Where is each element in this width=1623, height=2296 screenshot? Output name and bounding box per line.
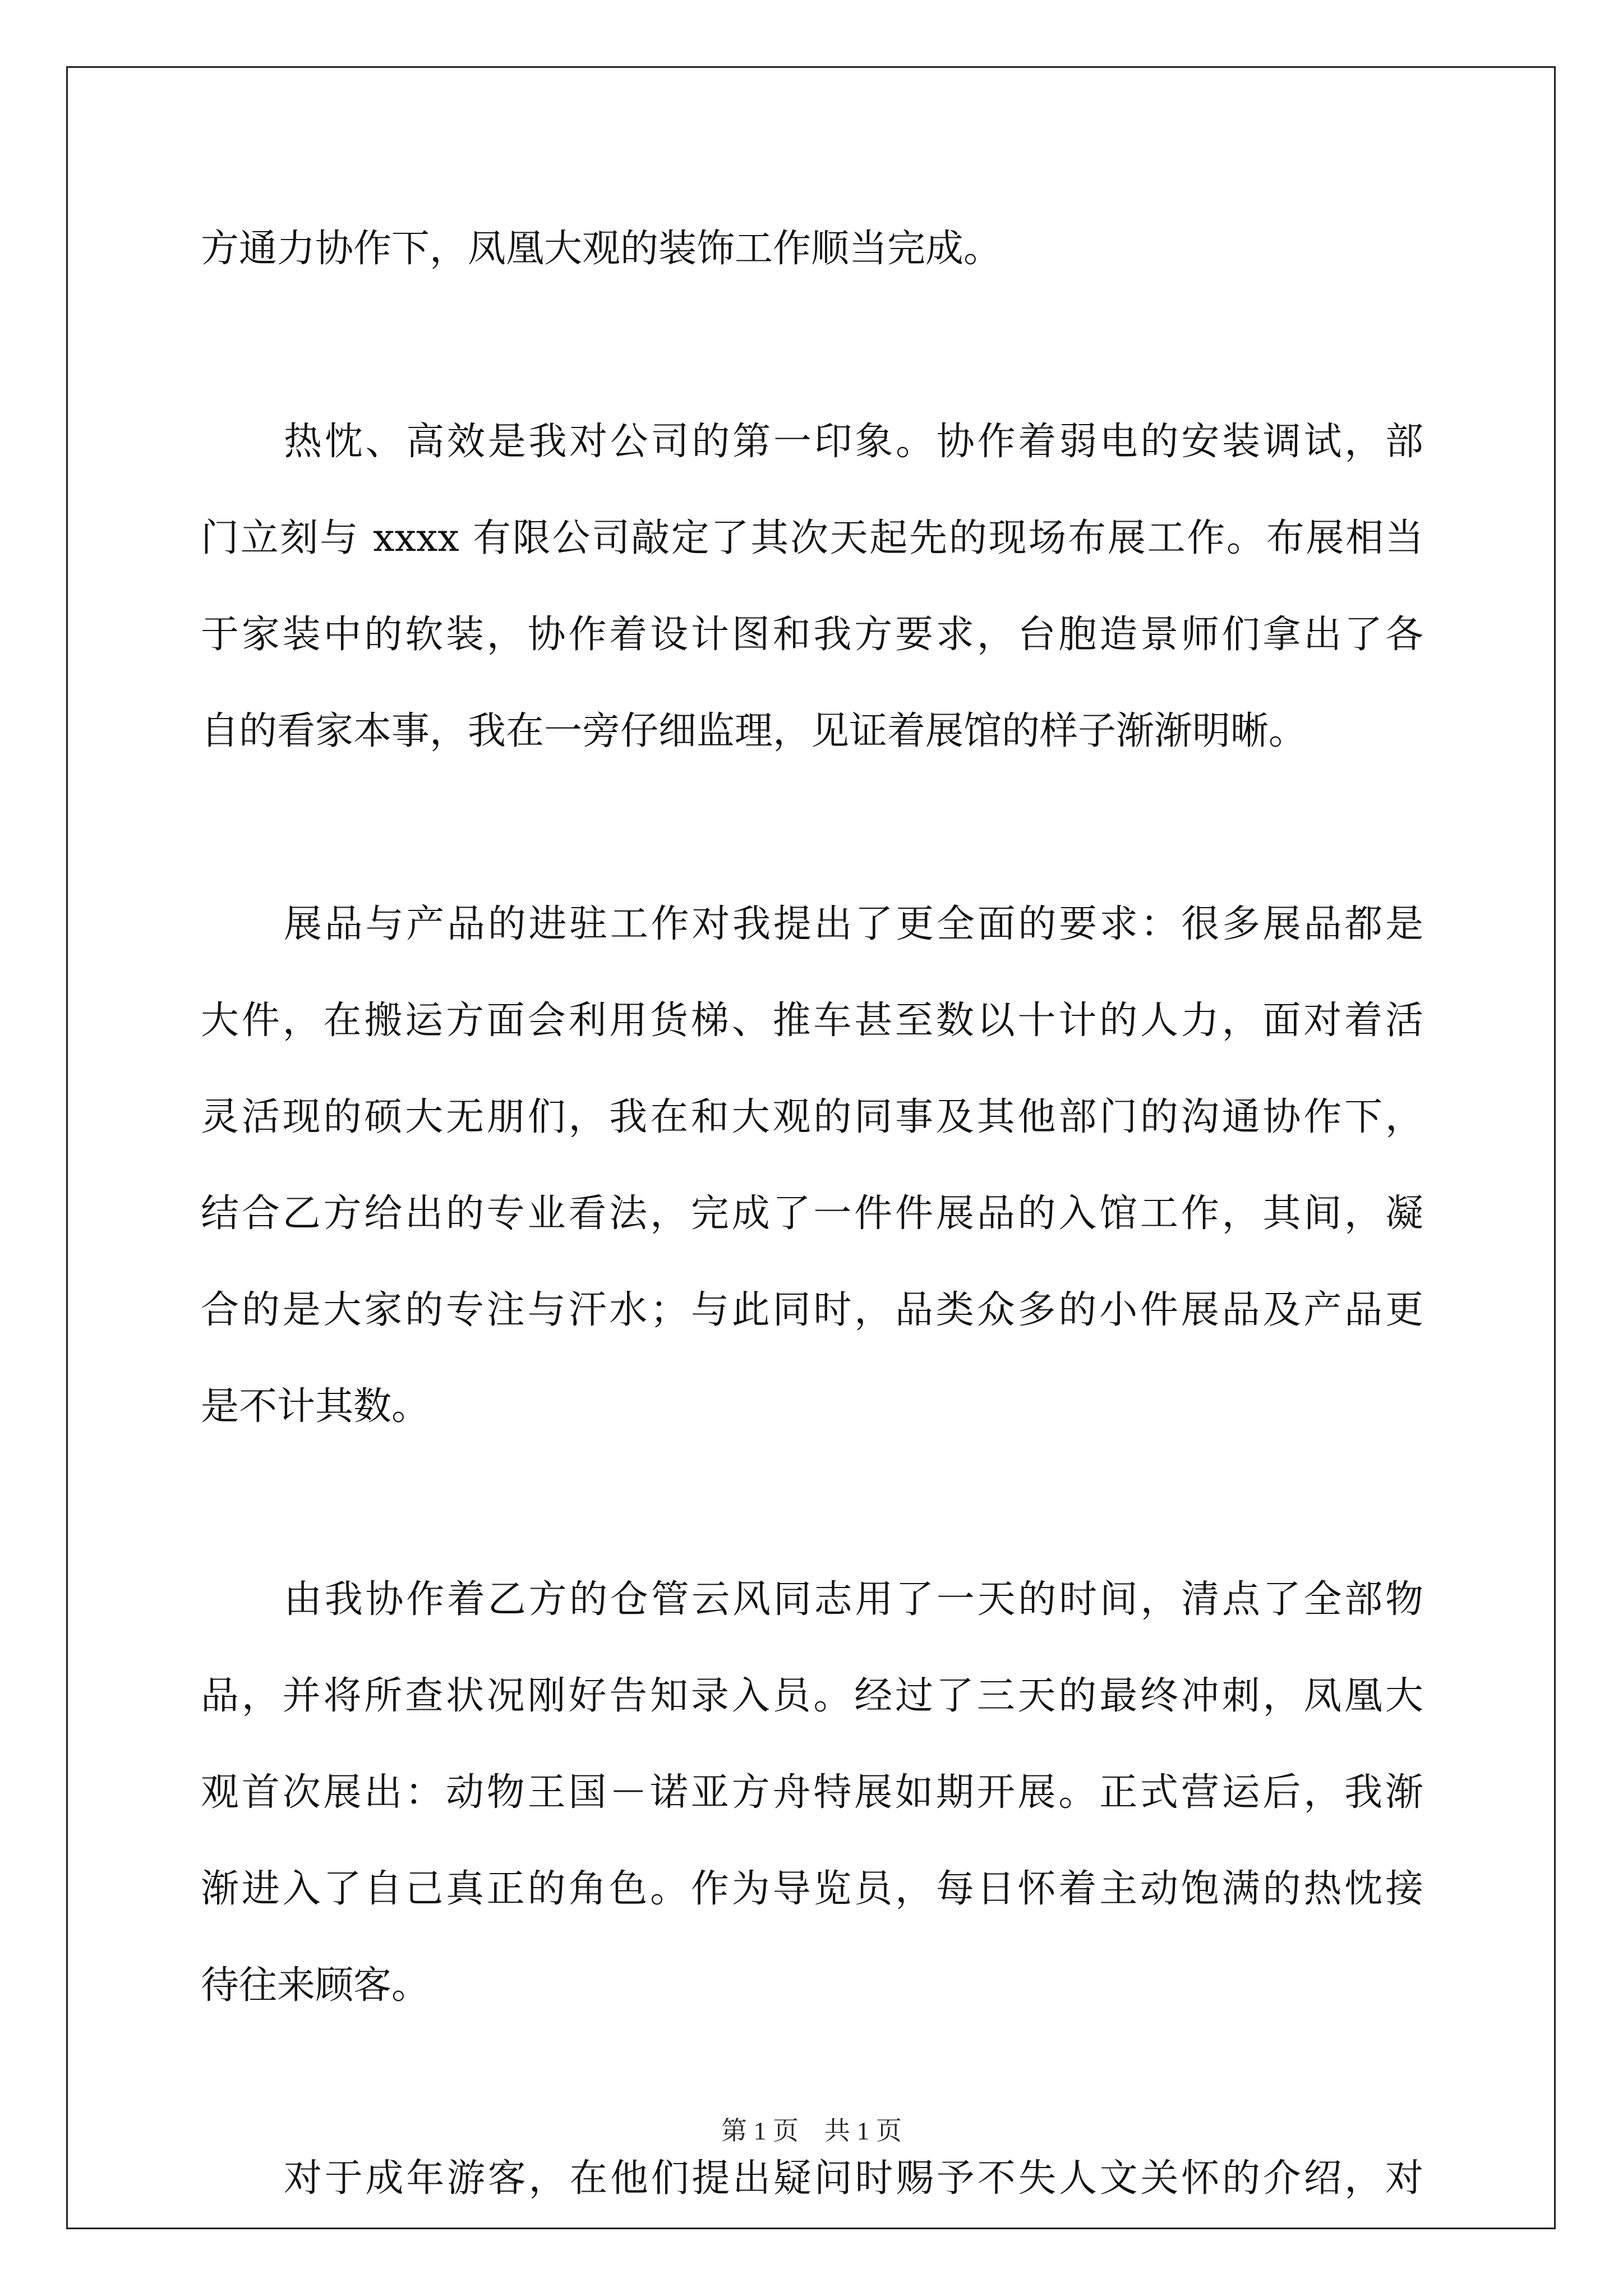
text-line: 待往来顾客。 [201, 1963, 430, 2008]
paragraph [201, 876, 1423, 1455]
document-body [201, 201, 1423, 2227]
text-line: 热忱、高效是我对公司的第一印象。协作着弱电的安装调试，部 [284, 420, 1423, 464]
text-line: 方通力协作下，凤凰大观的装饰工作顺当完成。 [201, 227, 1002, 271]
page-number-footer: 第 1 页 共 1 页 [721, 2116, 902, 2145]
paragraph-gap [201, 780, 1423, 876]
text-line: 结合乙方给出的专业看法，完成了一件件展品的入馆工作，其间，凝 [201, 1191, 1423, 1236]
text-line: 由我协作着乙方的仓管云风同志用了一天的时间，清点了全部物 [284, 1577, 1423, 1622]
paragraph-gap [201, 297, 1423, 394]
paragraph [201, 201, 1423, 297]
text-line: 是不计其数。 [201, 1384, 430, 1429]
paragraph-gap [201, 1455, 1423, 1552]
text-line: 门立刻与 xxxx 有限公司敲定了其次天起先的现场布展工作。布展相当 [201, 516, 1423, 560]
text-line: 展品与产品的进驻工作对我提出了更全面的要求：很多展品都是 [284, 902, 1423, 946]
text-line: 合的是大家的专注与汗水；与此同时，品类众多的小件展品及产品更 [201, 1288, 1423, 1332]
text-line: 自的看家本事，我在一旁仔细监理，见证着展馆的样子渐渐明晰。 [201, 709, 1307, 753]
text-line: 观首次展出：动物王国－诺亚方舟特展如期开展。正式营运后，我渐 [201, 1770, 1423, 1815]
text-line: 对于成年游客，在他们提出疑问时赐予不失人文关怀的介绍，对 [284, 2156, 1423, 2201]
text-line: 大件，在搬运方面会利用货梯、推车甚至数以十计的人力，面对着活 [201, 999, 1423, 1043]
text-line: 灵活现的硕大无朋们，我在和大观的同事及其他部门的沟通协作下， [201, 1095, 1423, 1139]
text-line: 于家装中的软装，协作着设计图和我方要求，台胞造景师们拿出了各 [201, 613, 1423, 657]
paragraph [201, 1552, 1423, 2034]
paragraph [201, 394, 1423, 780]
text-line: 品，并将所查状况刚好告知录入员。经过了三天的最终冲刺，凤凰大 [201, 1674, 1423, 1718]
text-line: 渐进入了自己真正的角色。作为导览员，每日怀着主动饱满的热忱接 [201, 1867, 1423, 1911]
